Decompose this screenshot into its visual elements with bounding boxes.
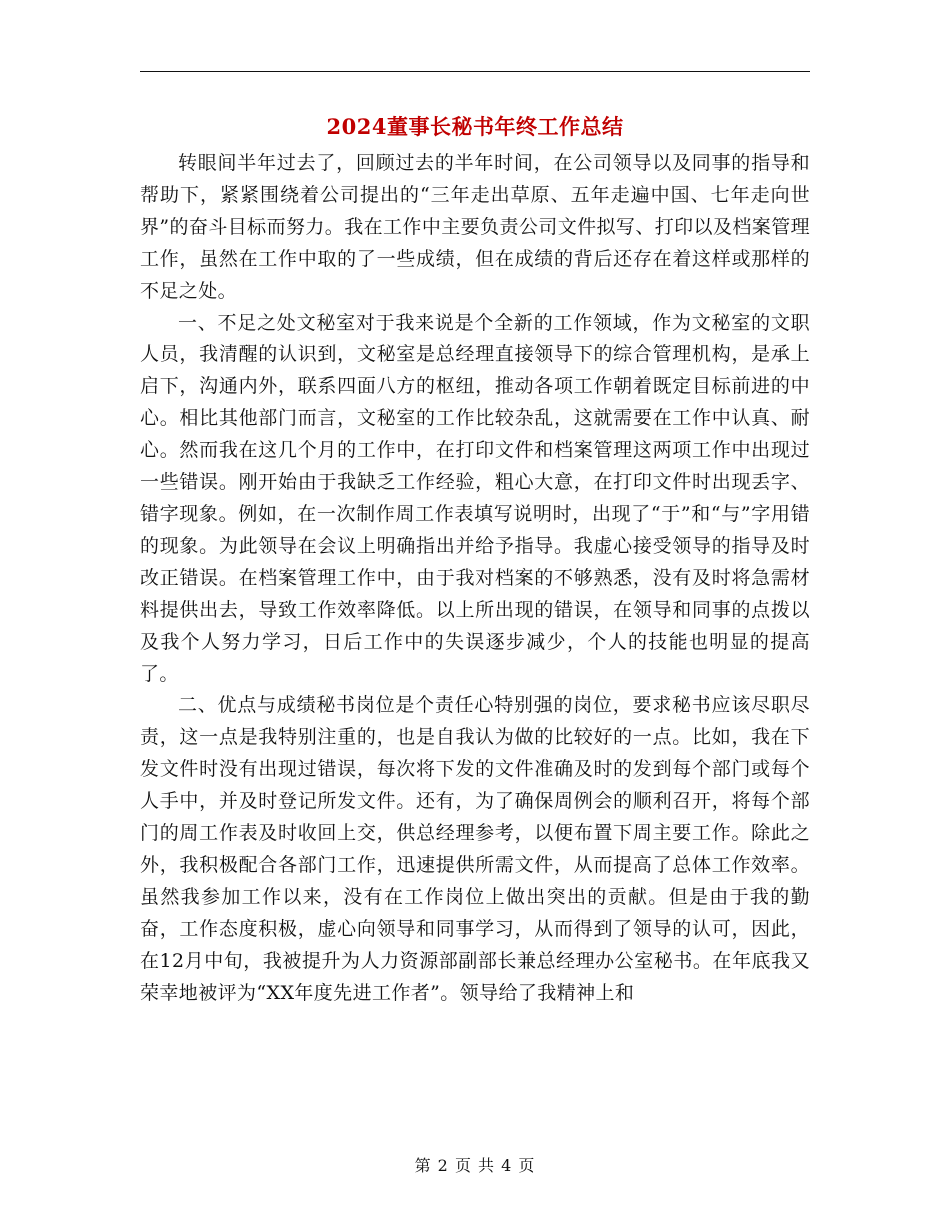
header-rule (140, 71, 810, 72)
paragraph-achievements: 二、优点与成绩秘书岗位是个责任心特别强的岗位，要求秘书应该尽职尽责，这一点是我特别注重的，也是自我认为做的比较好的一点。比如，我在下发文件时没有出现过错误，每次将下发的文件准确及时的发到每个部门或每个人手中，并及时登记所发文件。还有，为了确保周例会的顺利召开，将每个部门的周工作表及时收回上交，供总经理参考，以便布置下周主要工作。除此之外，我积极配合各部门工作，迅速提供所需文件，从而提高了总体工作效率。虽然我参加工作以来，没有在工作岗位上做出突出的贡献。但是由于我的勤奋，工作态度积极，虚心向领导和同事学习，从而得到了领导的认可，因此，在12月中旬，我被提升为人力资源部副部长兼总经理办公室秘书。在年底我又荣幸地被评为“XX年度先进工作者”。领导给了我精神上和 (140, 694, 810, 1004)
document-title: 2024董事长秘书年终工作总结 (326, 114, 624, 139)
paragraph-intro: 转眼间半年过去了，回顾过去的半年时间，在公司领导以及同事的指导和帮助下，紧紧围绕着公司提出的“三年走出草原、五年走遍中国、七年走向世界”的奋斗目标而努力。我在工作中主要负责公司文件拟写、打印以及档案管理工作，虽然在工作中取的了一些成绩，但在成绩的背后还存在着这样或那样的不足之处。 (140, 152, 810, 302)
paragraph-shortcomings: 一、不足之处文秘室对于我来说是个全新的工作领域，作为文秘室的文职人员，我清醒的认识到，文秘室是总经理直接领导下的综合管理机构，是承上启下，沟通内外，联系四面八方的枢纽，推动各项工作朝着既定目标前进的中心。相比其他部门而言，文秘室的工作比较杂乱，这就需要在工作中认真、耐心。然而我在这几个月的工作中，在打印文件和档案管理这两项工作中出现过一些错误。刚开始由于我缺乏工作经验，粗心大意，在打印文件时出现丢字、错字现象。例如，在一次制作周工作表填写说明时，出现了“于”和“与”字用错的现象。为此领导在会议上明确指出并给予指导。我虚心接受领导的指导及时改正错误。在档案管理工作中，由于我对档案的不够熟悉，没有及时将急需材料提供出去，导致工作效率降低。以上所出现的错误，在领导和同事的点拨以及我个人努力学习，日后工作中的失误逐步减少，个人的技能也明显的提高了。 (140, 311, 810, 685)
document-body (140, 148, 810, 1009)
page-number-footer: 第 2 页 共 4 页 (414, 1156, 536, 1175)
